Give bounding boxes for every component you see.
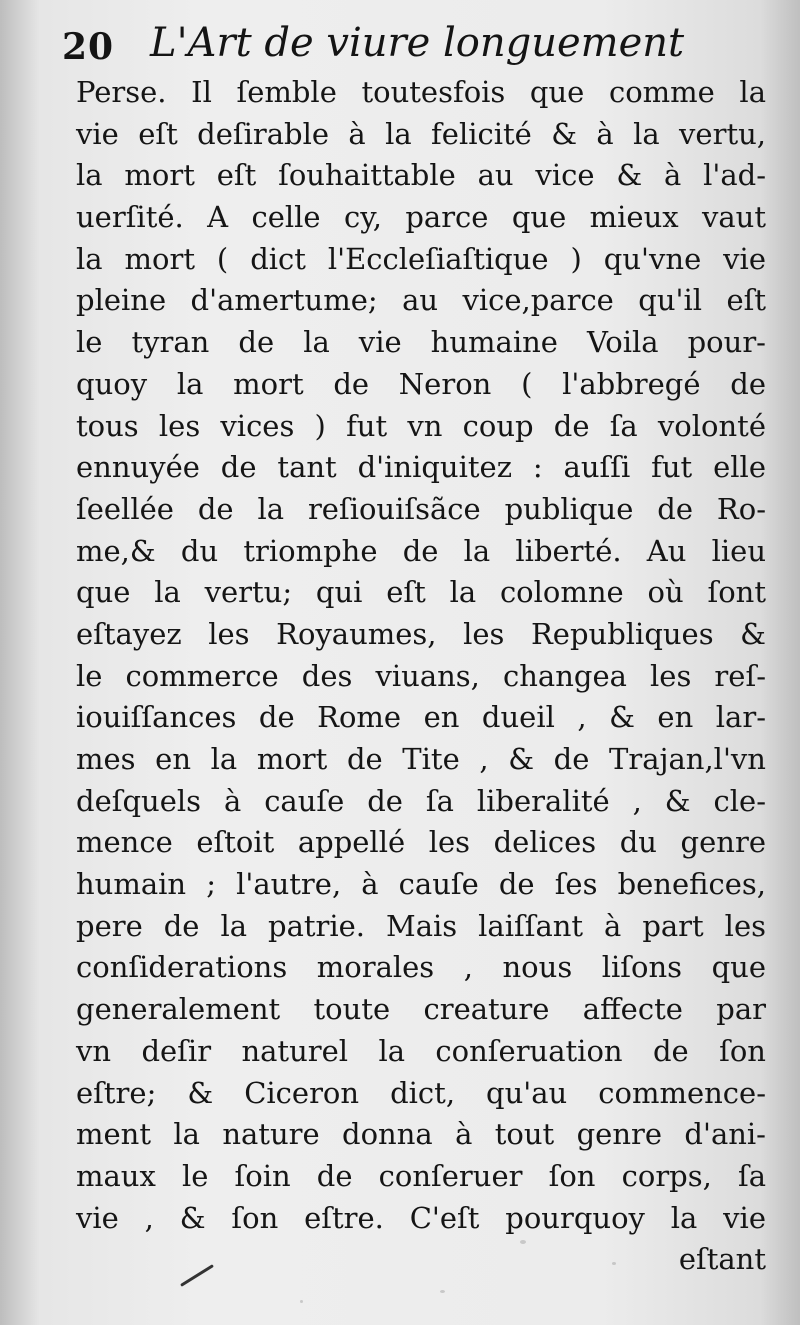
page-number: 20 xyxy=(62,26,115,68)
paper-speckle xyxy=(440,1290,445,1293)
text-line: quoy la mort de Neron ( l'abbregé de xyxy=(76,366,766,401)
text-line: pere de la patrie. Mais laiſſant à part les xyxy=(76,908,766,943)
text-line: le commerce des viuans, changea les reſ- xyxy=(76,658,766,693)
text-line: que la vertu; qui eſt la colomne où ſont xyxy=(76,575,766,610)
text-line: la mort ( dict l'Eccleſiaſtique ) qu'vne vie xyxy=(76,241,766,276)
text-line: vn deſir naturel la conſeruation de ſon xyxy=(76,1033,766,1068)
text-line: le tyran de la vie humaine Voila pour- xyxy=(76,325,766,360)
text-line: conſiderations morales , nous liſons que xyxy=(76,950,766,985)
text-line: generalement toute creature affecte par xyxy=(76,992,766,1027)
text-line: eſtre; & Ciceron dict, qu'au commence- xyxy=(76,1075,766,1110)
catchword: eſtant xyxy=(678,1242,766,1277)
text-line: mence eſtoit appellé les delices du genre xyxy=(76,825,766,860)
running-title: L'Art de viure longuement xyxy=(150,20,685,66)
text-line: me,& du triomphe de la liberté. Au lieu xyxy=(76,533,766,568)
text-line: tous les vices ) fut vn coup de ſa volonté xyxy=(76,408,766,443)
text-line: uerſité. A celle cy, parce que mieux vaut xyxy=(76,200,766,235)
text-line: iouiſſances de Rome en dueil , & en lar- xyxy=(76,700,766,735)
text-line: eſtayez les Royaumes, les Republiques & xyxy=(76,616,766,651)
text-line: ennuyée de tant d'iniquitez : auſſi fut elle xyxy=(76,450,766,485)
body-text xyxy=(76,72,766,1281)
paper-speckle xyxy=(300,1300,303,1303)
text-line: mes en la mort de Tite , & de Trajan,l'vn xyxy=(76,742,766,776)
text-line: la mort eſt ſouhaittable au vice & à l'ad- xyxy=(76,158,766,193)
text-line: vie eſt deſirable à la felicité & à la vertu, xyxy=(76,116,766,151)
text-line: vie , & ſon eſtre. C'eſt pourquoy la vie xyxy=(76,1200,766,1235)
text-line: pleine d'amertume; au vice,parce qu'il eſt xyxy=(76,283,766,318)
text-line: maux le ſoin de conſeruer ſon corps, ſa xyxy=(76,1158,766,1193)
text-line: Perse. Il ſemble toutesfois que comme la xyxy=(76,75,766,109)
text-line: deſquels à cauſe de ſa liberalité , & cle- xyxy=(76,783,766,818)
text-line: ment la nature donna à tout genre d'ani- xyxy=(76,1117,766,1152)
text-line: ſeellée de la reſiouiſsãce publique de Ro- xyxy=(76,491,766,526)
page-header xyxy=(58,14,738,74)
text-line: humain ; l'autre, à cauſe de ſes benefices, xyxy=(76,867,766,902)
